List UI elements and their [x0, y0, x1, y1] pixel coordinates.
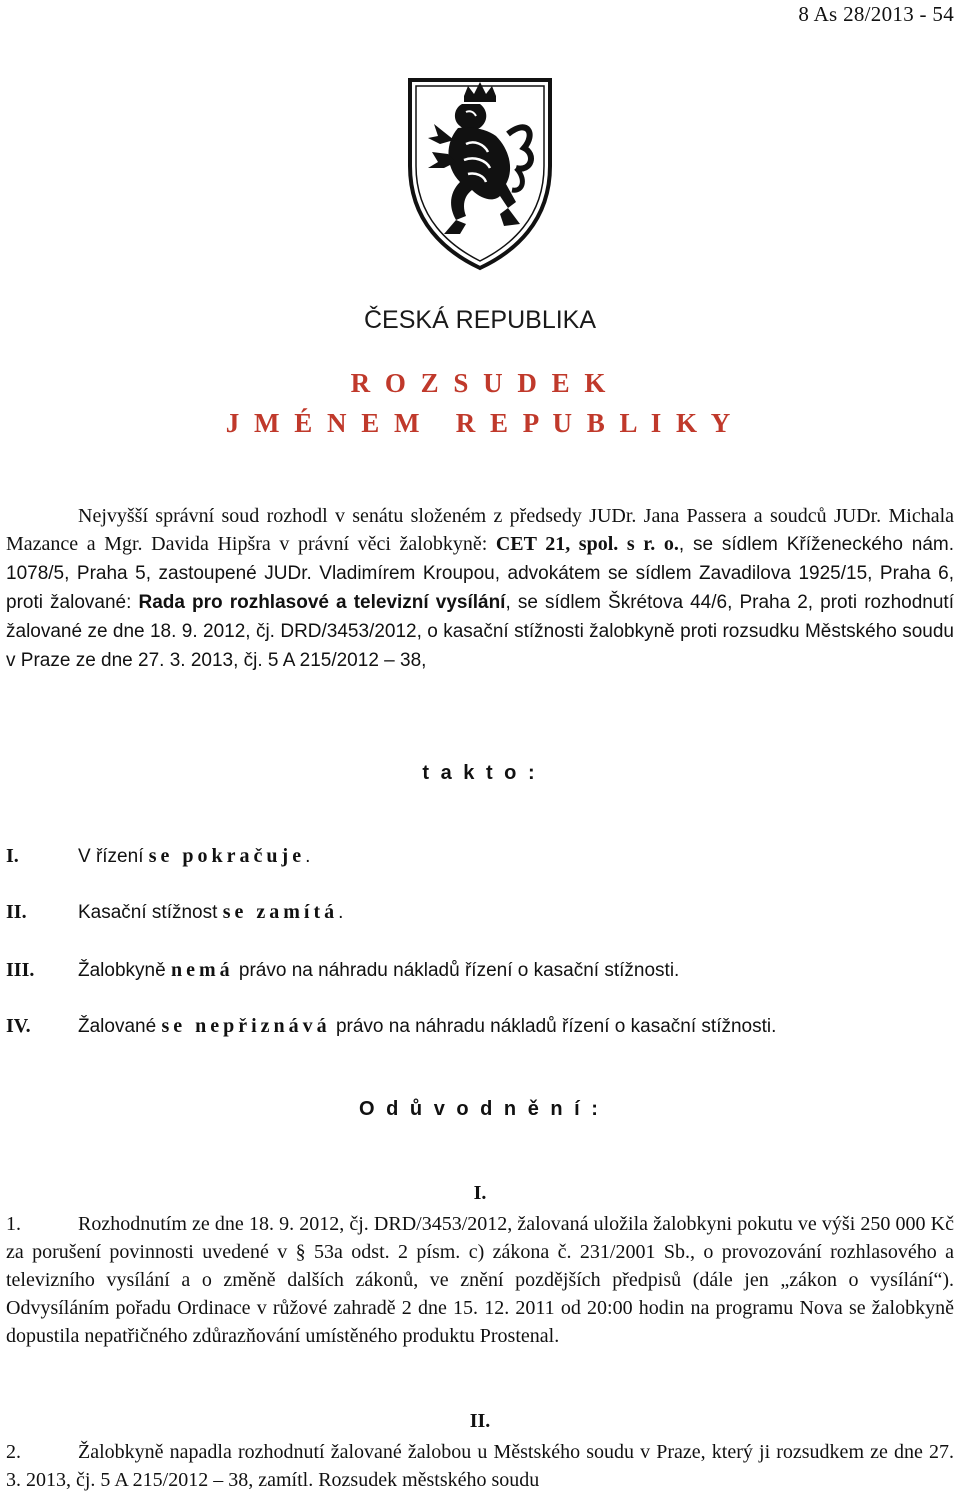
ruling-pre: Kasační stížnost: [78, 902, 223, 923]
plaintiff-name: CET 21, spol. s r. o.: [495, 533, 679, 555]
ruling-number: II.: [6, 901, 27, 923]
ruling-keyword: se zamítá: [222, 901, 339, 923]
ruling-item: [6, 956, 954, 984]
paragraph-text: Rozhodnutím ze dne 18. 9. 2012, čj. DRD/3453/2012, žalovaná uložila žalobkyni pokutu ve výši 250 000 Kč za porušení povinnosti uvedené v § 53a odst. 2 písm. c) zákona č. 231/2001 Sb., o provozování rozhlasového a televizního vysílání a o změně dalších zákonů, ve znění pozdějších předpisů (dále jen „zákon o vysílání“). Odvysíláním pořadu Ordinace v růžové zahradě 2 dne 15. 12. 2011 od 20:00 hodin na programu Nova se žalobkyně dopustila nepatřičného zdůrazňování umístěného produktu Prostenal.: [6, 1213, 954, 1347]
ruling-post: .: [305, 846, 311, 867]
intro-text-1: Nejvyšší správní soud rozhodl v senátu složeném z předsedy JUDr. Jana Passera a soudců JUDr. Michala Mazance a Mgr. Davida Hipšra v právní věci žalobkyně:: [6, 505, 954, 555]
ruling-pre: Žalované: [78, 1016, 162, 1037]
reasoning-paragraph-1: [6, 1210, 954, 1350]
ruling-text: [78, 842, 310, 871]
ruling-item: [6, 1012, 954, 1040]
ruling-item: [6, 842, 954, 870]
intro-text-3: , se sídlem Škrétova 44/6, Praha 2, proti rozhodnutí žalované ze dne 18. 9. 2012, čj. DRD/3453/2012, o kasační stížnosti žalobkyně proti rozsudku Městského soudu v Praze ze dne 27. 3. 2013, čj. 5 A 215/2012 – 38,: [6, 592, 954, 671]
paragraph-text: Žalobkyně napadla rozhodnutí žalované žalobou u Městského soudu v Praze, který ji rozsudkem ze dne 27. 3. 2013, čj. 5 A 215/2012 – 38, zamítl. Rozsudek městského soudu: [6, 1441, 954, 1491]
ruling-keyword: se pokračuje: [148, 845, 306, 867]
paragraph-number: 2.: [6, 1441, 21, 1463]
ruling-post: právo na náhradu nákladů řízení o kasační stížnosti.: [330, 1016, 777, 1037]
ruling-text: [78, 1012, 776, 1041]
ruling-number: IV.: [6, 1015, 31, 1037]
ruling-text: [78, 898, 343, 927]
ruling-pre: V řízení: [78, 846, 149, 867]
coat-of-arms-icon: [404, 74, 556, 272]
intro-text-2: , se sídlem Kříženeckého nám. 1078/5, Praha 5, zastoupené JUDr. Vladimírem Kroupou, advokátem se sídlem Zavadilova 1925/15, Praha 6, proti žalované:: [6, 534, 954, 613]
verdict-subtitle: J M É N E M R E P U B L I K Y: [225, 408, 735, 438]
ruling-text: [78, 956, 679, 985]
case-reference: 8 As 28/2013 - 54: [798, 2, 954, 26]
ruling-pre: Žalobkyně: [78, 960, 171, 981]
country-heading: ČESKÁ REPUBLIKA: [363, 306, 597, 334]
ruling-keyword: nemá: [170, 959, 234, 981]
verdict-title: R O Z S U D E K: [350, 368, 610, 398]
intro-paragraph: [6, 502, 954, 675]
reasoning-heading: O d ů v o d n ě n í :: [359, 1098, 601, 1120]
ruling-keyword: se nepřiznává: [161, 1015, 331, 1037]
ruling-number: III.: [6, 959, 35, 981]
takto-heading: t a k t o :: [422, 762, 538, 784]
ruling-item: [6, 898, 954, 926]
ruling-number: I.: [6, 845, 19, 867]
section-number: II.: [469, 1410, 491, 1432]
ruling-post: .: [338, 902, 344, 923]
paragraph-number: 1.: [6, 1213, 21, 1235]
defendant-name: Rada pro rozhlasové a televizní vysílání: [138, 592, 506, 613]
reasoning-paragraph-2: [6, 1438, 954, 1494]
ruling-post: právo na náhradu nákladů řízení o kasační stížnosti.: [233, 960, 680, 981]
section-number: I.: [473, 1182, 487, 1204]
